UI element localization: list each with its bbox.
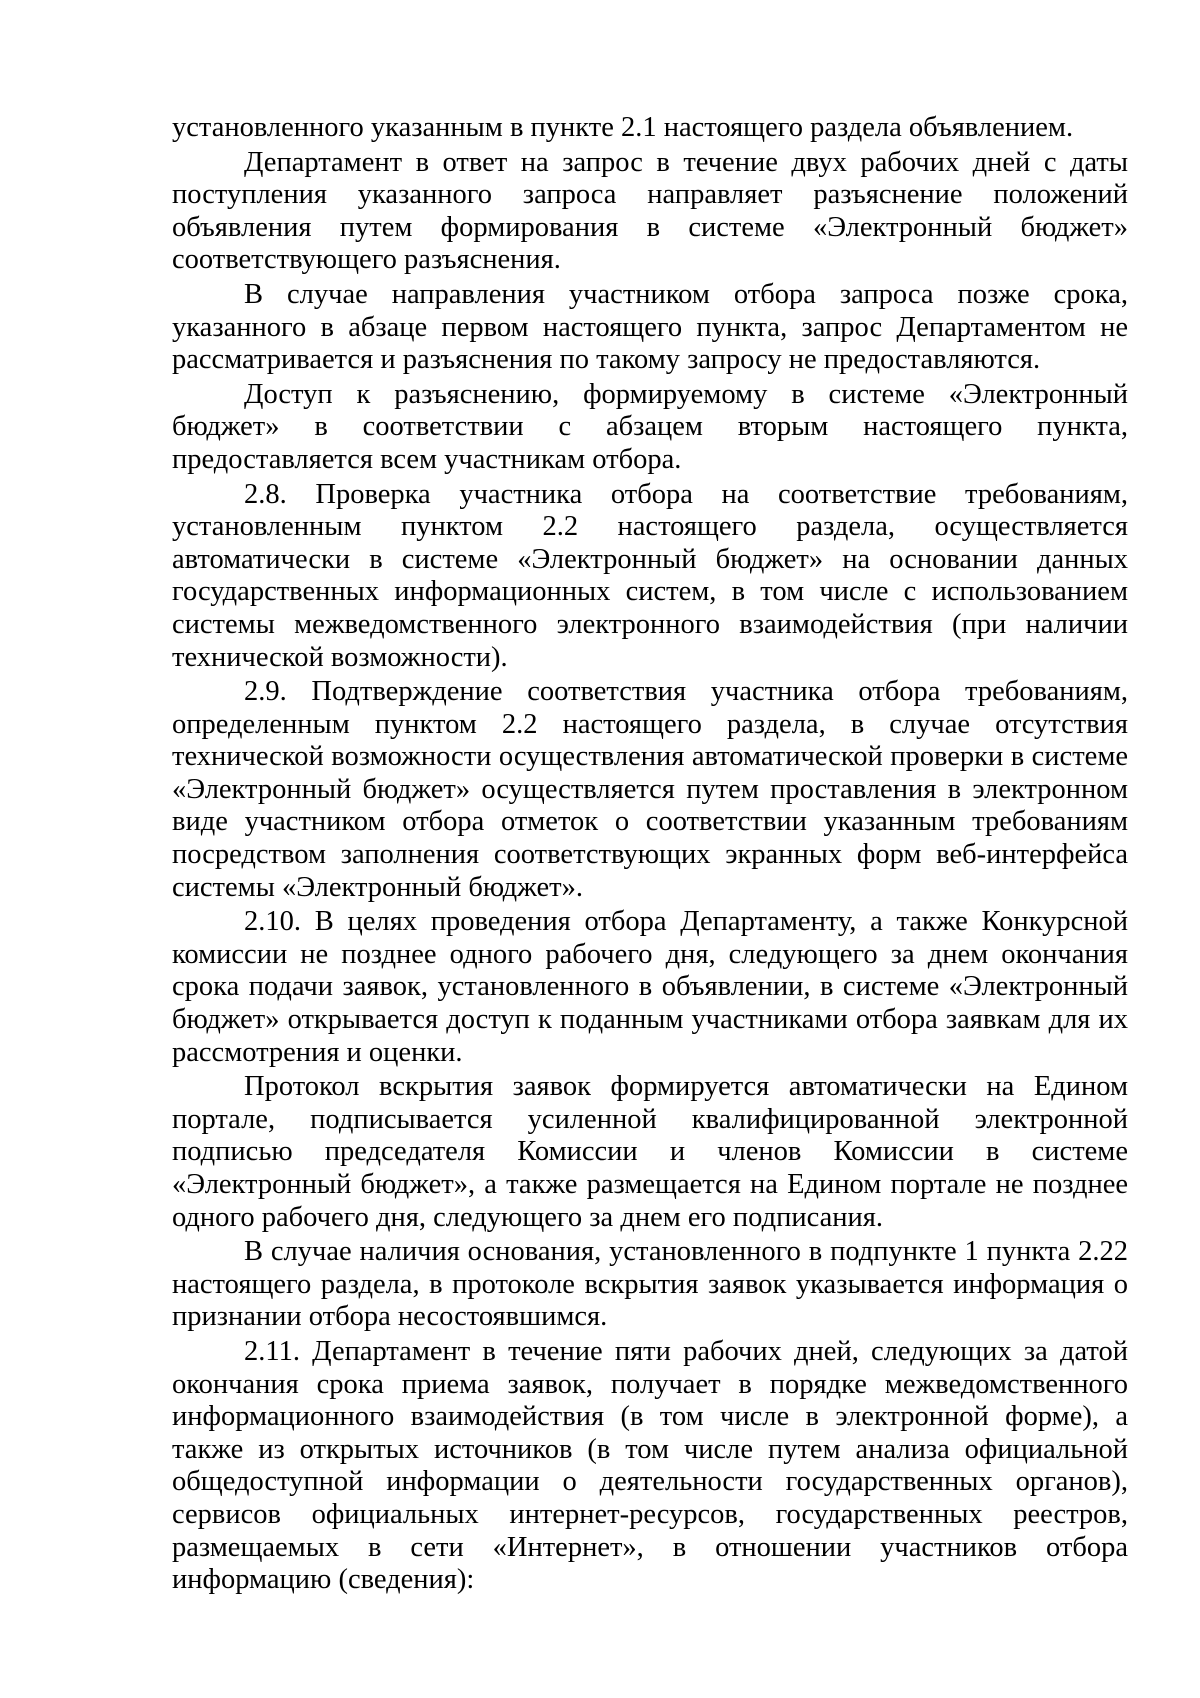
paragraph-clarification-access: Доступ к разъяснению, формируемому в системе «Электронный бюджет» в соответствии с абзацем вторым настоящего пункта, предоставляется всем участникам отбора. — [172, 378, 1128, 475]
paragraph-failed-selection: В случае наличия основания, установленного в подпункте 1 пункта 2.22 настоящего раздела, в протоколе вскрытия заявок указывается информация о признании отбора несостоявшимся. — [172, 1236, 1128, 1333]
paragraph-continuation: установленного указанным в пункте 2.1 настоящего раздела объявлением. — [172, 112, 1074, 143]
paragraph-opening-protocol: Протокол вскрытия заявок формируется автоматически на Едином портале, подписывается усиленной квалифицированной электронной подписью председателя Комиссии и членов Комиссии в системе «Электронный бюджет», а также размещается на Едином портале не позднее одного рабочего дня, следующего за днем его подписания. — [172, 1071, 1128, 1233]
paragraph-2-8: 2.8. Проверка участника отбора на соответствие требованиям, установленным пунктом 2.2 настоящего раздела, осуществляется автоматически в системе «Электронный бюджет» на основании данных государственных информационных систем, в том числе с использованием системы межведомственного электронного взаимодействия (при наличии технической возможности). — [172, 478, 1128, 673]
paragraph-2-9: 2.9. Подтверждение соответствия участника отбора требованиям, определенным пунктом 2.2 настоящего раздела, в случае отсутствия технической возможности осуществления автоматической проверки в системе «Электронный бюджет» осуществляется путем проставления в электронном виде участником отбора отметок о соответствии указанным требованиям посредством заполнения соответствующих экранных форм веб-интерфейса системы «Электронный бюджет». — [172, 676, 1128, 903]
paragraph-late-request: В случае направления участником отбора запроса позже срока, указанного в абзаце первом настоящего пункта, запрос Департаментом не рассматривается и разъяснения по такому запросу не предоставляются. — [172, 278, 1128, 376]
paragraph-2-11: 2.11. Департамент в течение пяти рабочих дней, следующих за датой окончания срока приема заявок, получает в порядке межведомственного информационного взаимодействия (в том числе в электронной форме), а также из открытых источников (в том числе путем анализа официальной общедоступной информации о деятельности государственных органов), сервисов официальных интернет-ресурсов, государственных реестров, размещаемых в сети «Интернет», в отношении участников отбора информацию (сведения): — [172, 1335, 1128, 1596]
paragraph-clarification-response: Департамент в ответ на запрос в течение двух рабочих дней с даты поступления указанного запроса направляет разъяснение положений объявления путем формирования в системе «Электронный бюджет» соответствующего разъяснения. — [172, 146, 1128, 276]
document-page — [172, 112, 1128, 1597]
paragraph-2-10: 2.10. В целях проведения отбора Департаменту, а также Конкурсной комиссии не позднее одного рабочего дня, следующего за днем окончания срока подачи заявок, установленного в объявлении, в системе «Электронный бюджет» открывается доступ к поданным участниками отбора заявкам для их рассмотрения и оценки. — [172, 906, 1128, 1068]
